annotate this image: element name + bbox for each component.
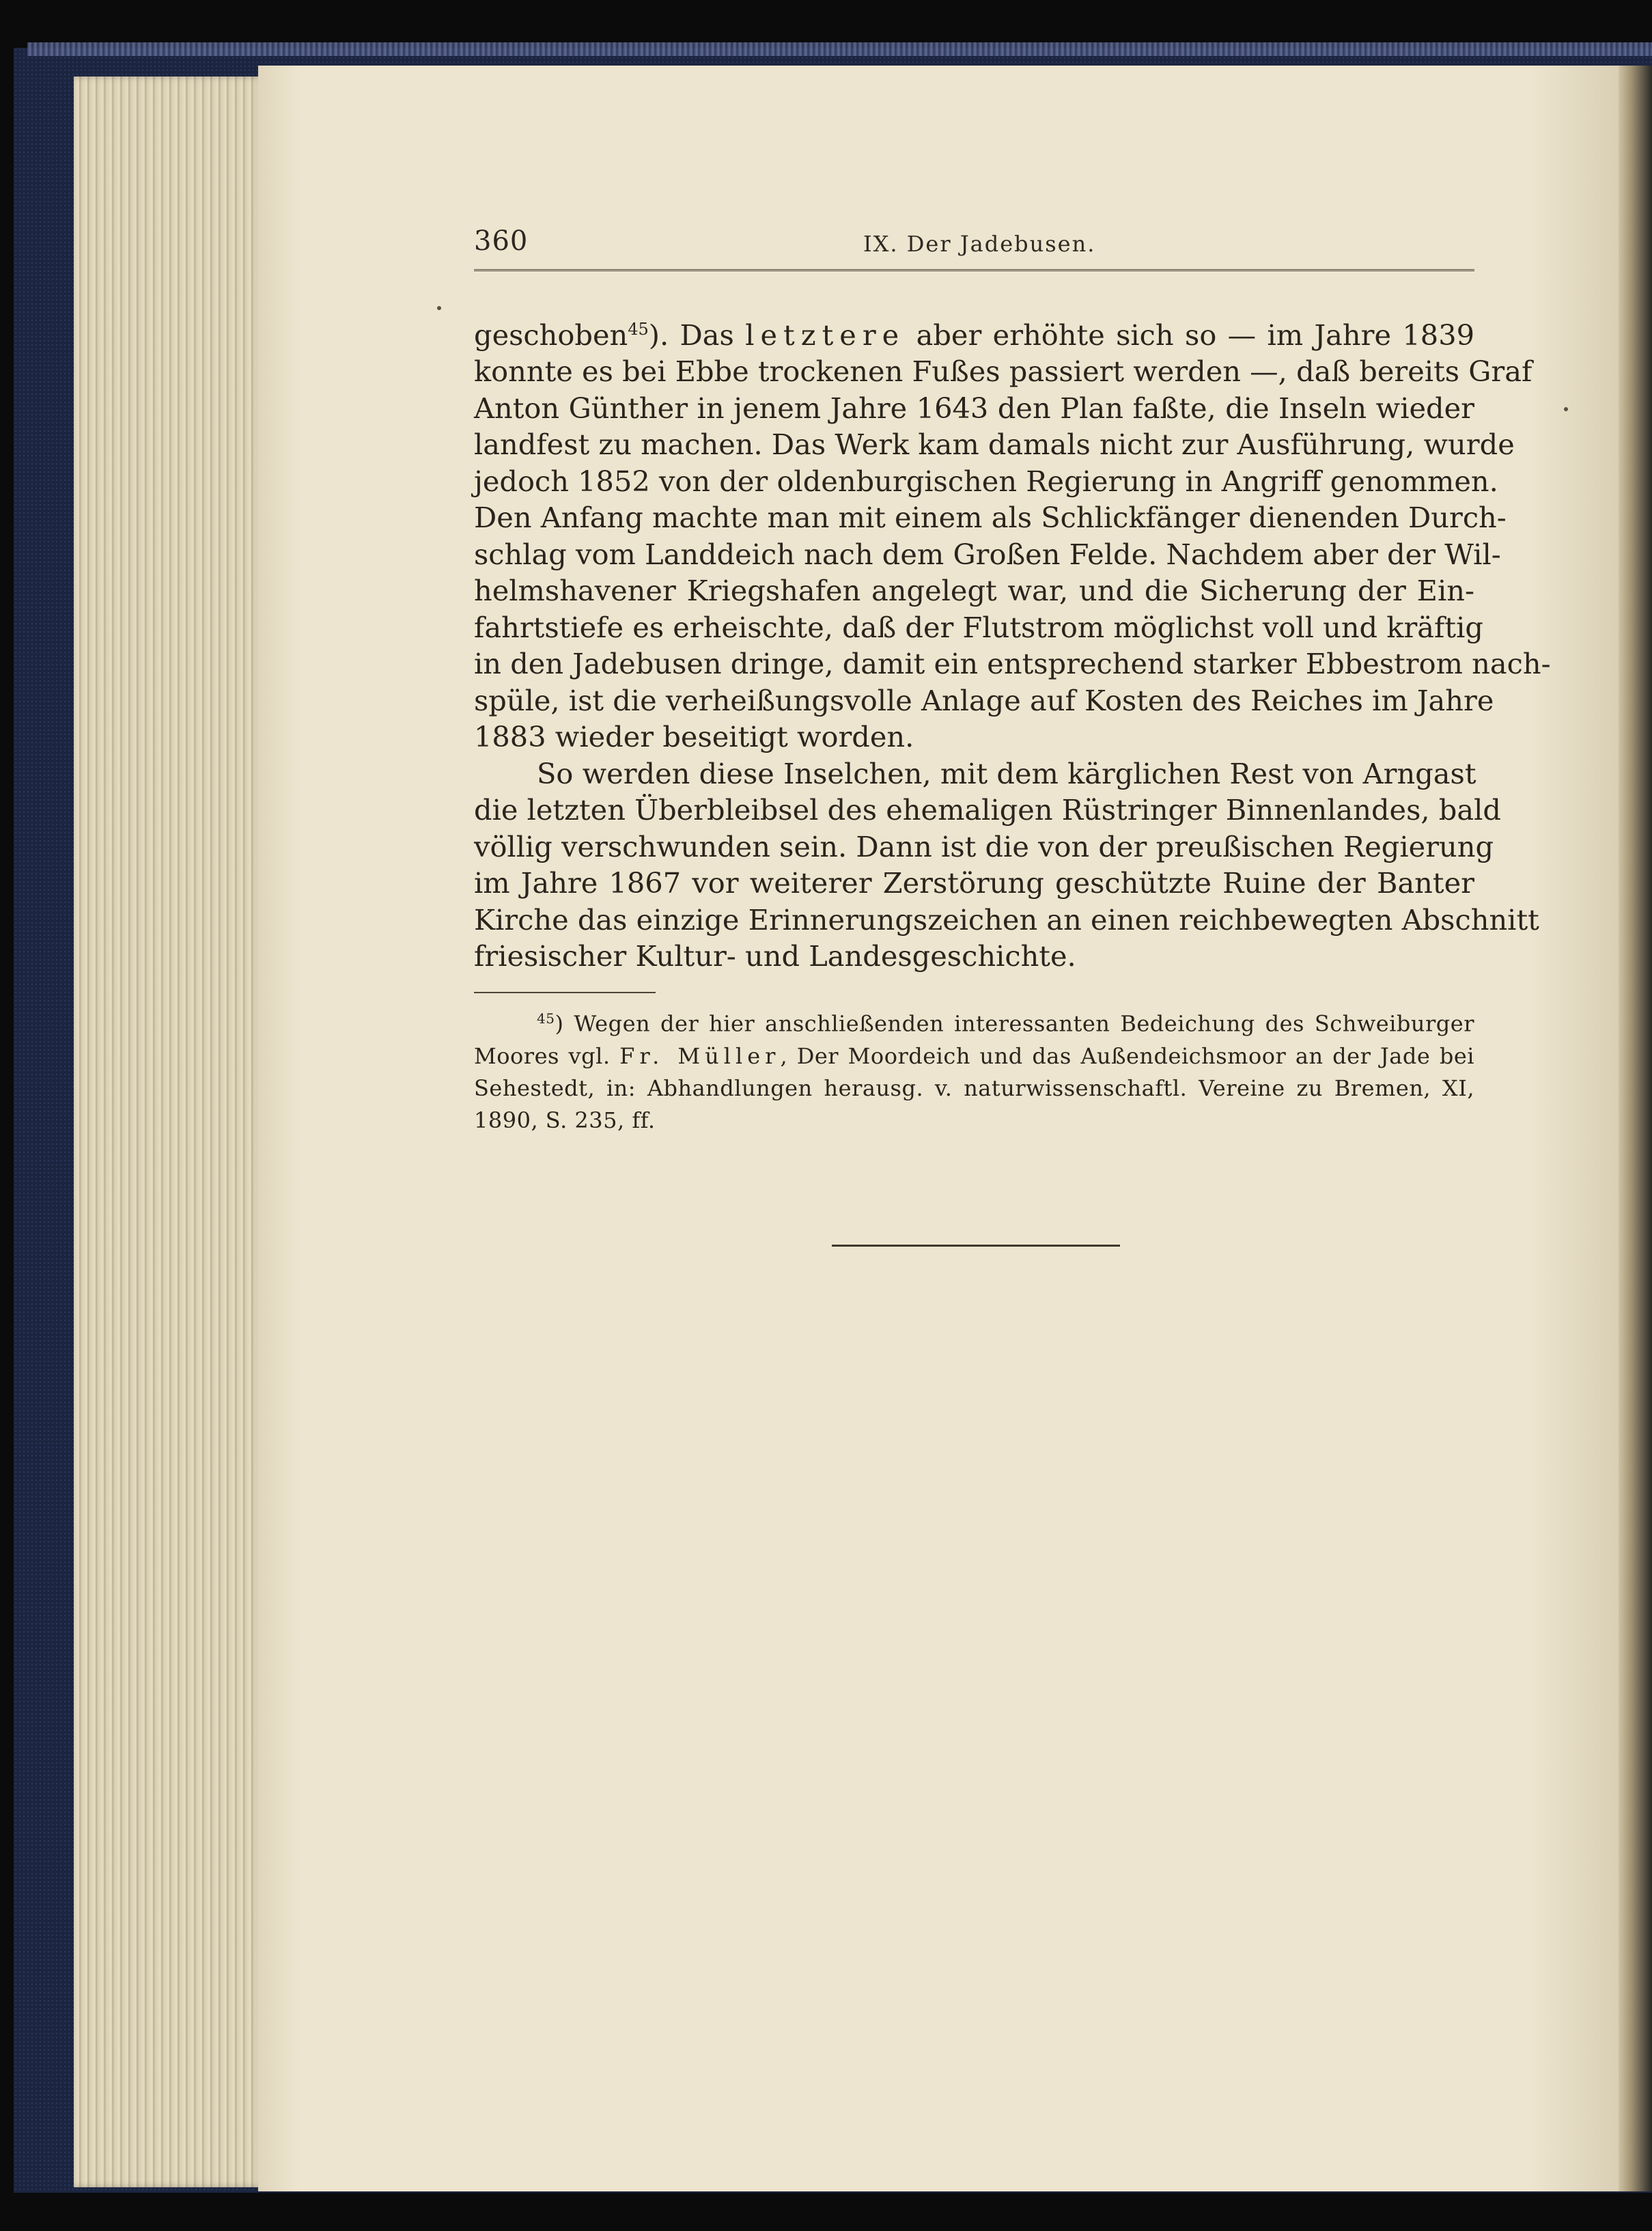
text-line: im Jahre 1867 vor weiterer Zerstörung geschützte Ruine der Banter: [474, 866, 1474, 900]
footnote-reference: 45: [628, 320, 649, 339]
text-line: 1883 wieder beseitigt worden.: [474, 720, 914, 754]
running-title: IX. Der Jadebusen.: [863, 231, 1096, 257]
stacked-page-edges: [74, 77, 265, 2187]
text-line: konnte es bei Ebbe trockenen Fußes passiert werden —, daß bereits Graf: [474, 355, 1532, 389]
text-line: helmshavener Kriegshafen angelegt war, und die Sicherung der Ein-: [474, 574, 1474, 608]
page-number: 360: [474, 225, 529, 257]
body-text: [474, 311, 1551, 975]
text-line: Kirche das einzige Erinnerungszeichen an einen reichbewegten Abschnitt: [474, 902, 1539, 937]
footnote-rule: [474, 992, 656, 993]
footnote: [474, 1003, 1474, 1137]
text-line: Anton Günther in jenem Jahre 1643 den Plan faßte, die Inseln wieder: [474, 391, 1474, 425]
text-line: So werden diese Inselchen, mit dem kärglichen Rest von Arngast: [537, 756, 1476, 790]
footnote-line: 1890, S. 235, ff.: [474, 1107, 656, 1133]
footnote-line: $^{45}$) Wegen der hier anschließenden interessanten Bedeichung des Schweiburger: [537, 1010, 1474, 1037]
text-line: jedoch 1852 von der oldenburgischen Regierung in Angriff genommen.: [474, 464, 1498, 498]
text-line: friesischer Kultur- und Landesgeschichte.: [474, 939, 1076, 973]
footnote-line: Sehestedt, in: Abhandlungen herausg. v. naturwissenschaftl. Vereine zu Bremen, XI,: [474, 1075, 1474, 1101]
binding-top-edge: [27, 42, 1652, 56]
text-line: landfest zu machen. Das Werk kam damals nicht zur Ausführung, wurde: [474, 428, 1515, 462]
running-head: [474, 225, 1474, 271]
print-speck: [1564, 407, 1568, 411]
emphasized-word: letztere: [745, 318, 906, 352]
text-line: in den Jadebusen dringe, damit ein entsprechend starker Ebbestrom nach-: [474, 647, 1551, 681]
text-line: fahrtstiefe es erheischte, daß der Flutstrom möglichst voll und kräftig: [474, 610, 1483, 644]
page-right-edge: [1619, 66, 1652, 2191]
author-name: Fr. Müller: [619, 1042, 781, 1069]
print-speck: [437, 306, 441, 310]
paragraph-2: [474, 756, 1539, 975]
paragraph-1: [474, 311, 1551, 756]
text-line: spüle, ist die verheißungsvolle Anlage auf Kosten des Reiches im Jahre: [474, 683, 1494, 717]
end-rule: [832, 1245, 1120, 1247]
text-line: Den Anfang machte man mit einem als Schlickfänger dienenden Durch-: [474, 501, 1507, 535]
text-line: geschoben$^{45}$). Das letztere aber erhöhte sich so — im Jahre 1839: [474, 318, 1474, 352]
text-line: völlig verschwunden sein. Dann ist die von der preußischen Regierung: [474, 829, 1494, 863]
text-line: die letzten Überbleibsel des ehemaligen Rüstringer Binnenlandes, bald: [474, 793, 1501, 827]
text-line: schlag vom Landdeich nach dem Großen Felde. Nachdem aber der Wil-: [474, 537, 1501, 571]
footnote-line: Moores vgl. Fr. Müller, Der Moordeich und das Außendeichsmoor an der Jade bei: [474, 1042, 1475, 1069]
footnote-marker: 45: [537, 1010, 555, 1027]
